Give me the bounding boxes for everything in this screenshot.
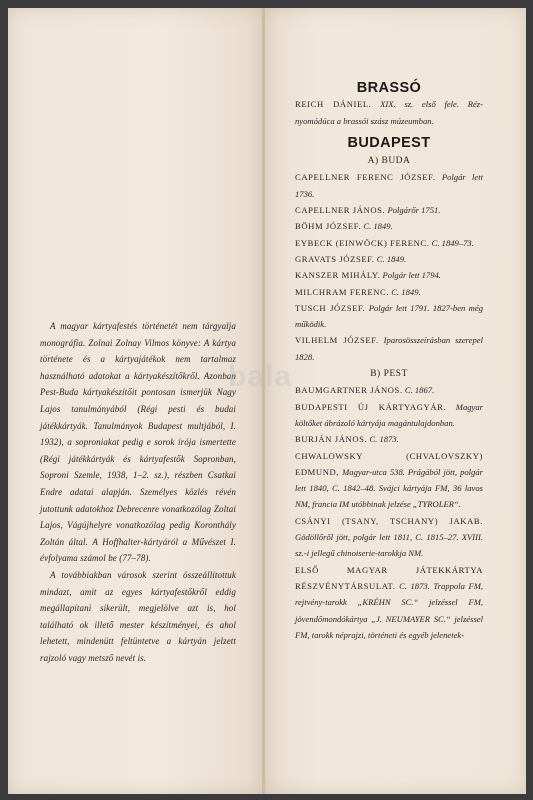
entry-text: Polgár lett 1791. 1827-ben még működik.: [295, 302, 483, 330]
entry-text: C. 1867.: [402, 385, 435, 396]
entry-text: C. 1849.: [361, 221, 393, 232]
buda-list: [295, 169, 483, 365]
entry-name: MILCHRAM FERENC.: [295, 286, 390, 297]
entry-name: EYBECK (EINWÖCK) FERENC.: [295, 237, 430, 248]
entry-text: Polgárőr 1751.: [385, 205, 441, 216]
entry: [295, 96, 483, 129]
entry: [295, 251, 483, 267]
entry: [295, 399, 483, 432]
pest-list: [295, 382, 483, 643]
entry: [295, 513, 483, 562]
left-page-text: [40, 318, 236, 666]
entry-text: C. 1849.: [374, 253, 407, 264]
entry-name: BAUMGARTNER JÁNOS.: [295, 385, 403, 396]
entry-name: KANSZER MIHÁLY.: [295, 270, 381, 281]
entry-name: VILHELM JÓZSEF.: [295, 335, 379, 346]
entry-name: CAPELLNER JÁNOS.: [295, 205, 386, 216]
entry-text: Gödöllőről jött, polgár lett 1811, C. 1815–27. XVIII. sz.-i jellegű chinoiserie-tarokkja NM.: [295, 532, 483, 559]
entry: [295, 431, 483, 447]
entry-text: C. 1873. Trappola FM, rejtvény-tarokk „KRÉHN SC.“ jelzéssel FM, jövendőmondókártya „J. NEUMAYER SC.“ jelzéssel FM, tarokk néprajzi, történeti és egyéb jelenetek-: [295, 580, 483, 640]
city-heading-brasso: BRASSÓ: [356, 80, 422, 96]
intro-paragraph: A magyar kártyafestés történetét nem tárgyalja monográfia. Zolnai Zolnay Vilmos könyve: A kártya története és a kártyajátékok nem tartalmaz használható adatokat a kártyakészítőkről. Azonban Pest-Buda kártyakészítőit pontosan ismerjük Nagy Lajos tanulmányából (Régi pesti és budai játékkártyák. Tanulmányok Budapest multjából, I. 1932), a soproniakat pedig e sorok írója ismertette (Régi játékkártyák és kártyafestők Sopronban, Soproni Szemle, 1938, 1–2. sz.), részben Csatkai Endre adatai alapján. Személyes közlés révén jutottunk adatokhoz Debrecenre vonatkozólag Zoltai Lajos, Vágújhelyre vonatkozólag pedig Koronthály Zoltán által. A Hoffhalter-kártyáról a Művészet I. évfolyama számol be (77–78).: [40, 321, 236, 564]
entry-text: Magyar-utca 538. Prágából jött, polgár lett 1840, C. 1842–48. Svájci kártyája FM, 36 lavos NM, francia IM utóbbinak jelzése „TYROLER“.: [295, 466, 483, 510]
watermark: bala: [228, 360, 293, 393]
entry-name: GRAVATS JÓZSEF.: [295, 253, 375, 264]
city-heading-budapest: BUDAPEST: [347, 134, 431, 151]
entry: [295, 332, 483, 365]
entry-text: C. 1873.: [367, 434, 399, 445]
entry-name: BUDAPESTI ÚJ KÁRTYAGYÁR.: [295, 401, 447, 412]
entry-text: C. 1849.: [389, 286, 421, 297]
entry-text: C. 1849–73.: [429, 237, 474, 248]
entry-name: BURJÁN JÁNOS.: [295, 434, 368, 445]
section-heading-buda: A) BUDA: [367, 156, 411, 167]
entry-text: Iparosösszeírásban szerepel 1828.: [295, 335, 483, 362]
entry: [295, 448, 483, 513]
entry: [295, 218, 483, 234]
entry-name: CAPELLNER FERENC JÓZSEF.: [295, 172, 436, 183]
section-heading-pest: B) PEST: [370, 369, 408, 380]
entry-name: REICH DÁNIEL.: [295, 99, 372, 110]
entry-name: CHWALOWSKY (CHVALOVSZKY) EDMUND,: [295, 450, 483, 477]
entry-text: XIX. sz. első fele. Réz-nyomódúca a brassói szász múzeumban.: [295, 99, 483, 126]
entry-name: ELSŐ MAGYAR JÁTEKKÁRTYA RÉSZVÉNYTÁRSULAT.: [295, 564, 483, 591]
entry: [295, 202, 483, 218]
entry: [295, 284, 483, 300]
entry: [295, 562, 483, 643]
entry-name: TUSCH JÓZSEF.: [295, 302, 366, 313]
method-paragraph: A továbbiakban városok szerint összeállítottuk mindazt, amit az egyes kártyafestőkről eddig megállapítani sikerült, megjelölve azt is, hol található ok illető mester készítményei, és ahol lehetett, mindenütt feltüntetve a kártyán jelzett rajzoló vagy metsző nevét is.: [40, 569, 236, 663]
entry: [295, 235, 483, 251]
entry-name: CSÁNYI (TSANY, TSCHANY) JAKAB.: [295, 515, 483, 526]
entry-text: Magyar költőket ábrázoló kártyája magántulajdonban.: [295, 401, 484, 428]
entry-name: BÖHM JÓZSEF.: [295, 221, 362, 232]
entry: [295, 300, 483, 333]
brasso-list: [295, 96, 483, 129]
entry-text: Polgár lett 1794.: [380, 270, 441, 281]
entry: [295, 267, 483, 283]
entry: [295, 169, 483, 202]
entry: [295, 382, 483, 398]
right-page-text: [295, 80, 483, 643]
entry-text: Polgár lett 1736.: [295, 172, 483, 199]
